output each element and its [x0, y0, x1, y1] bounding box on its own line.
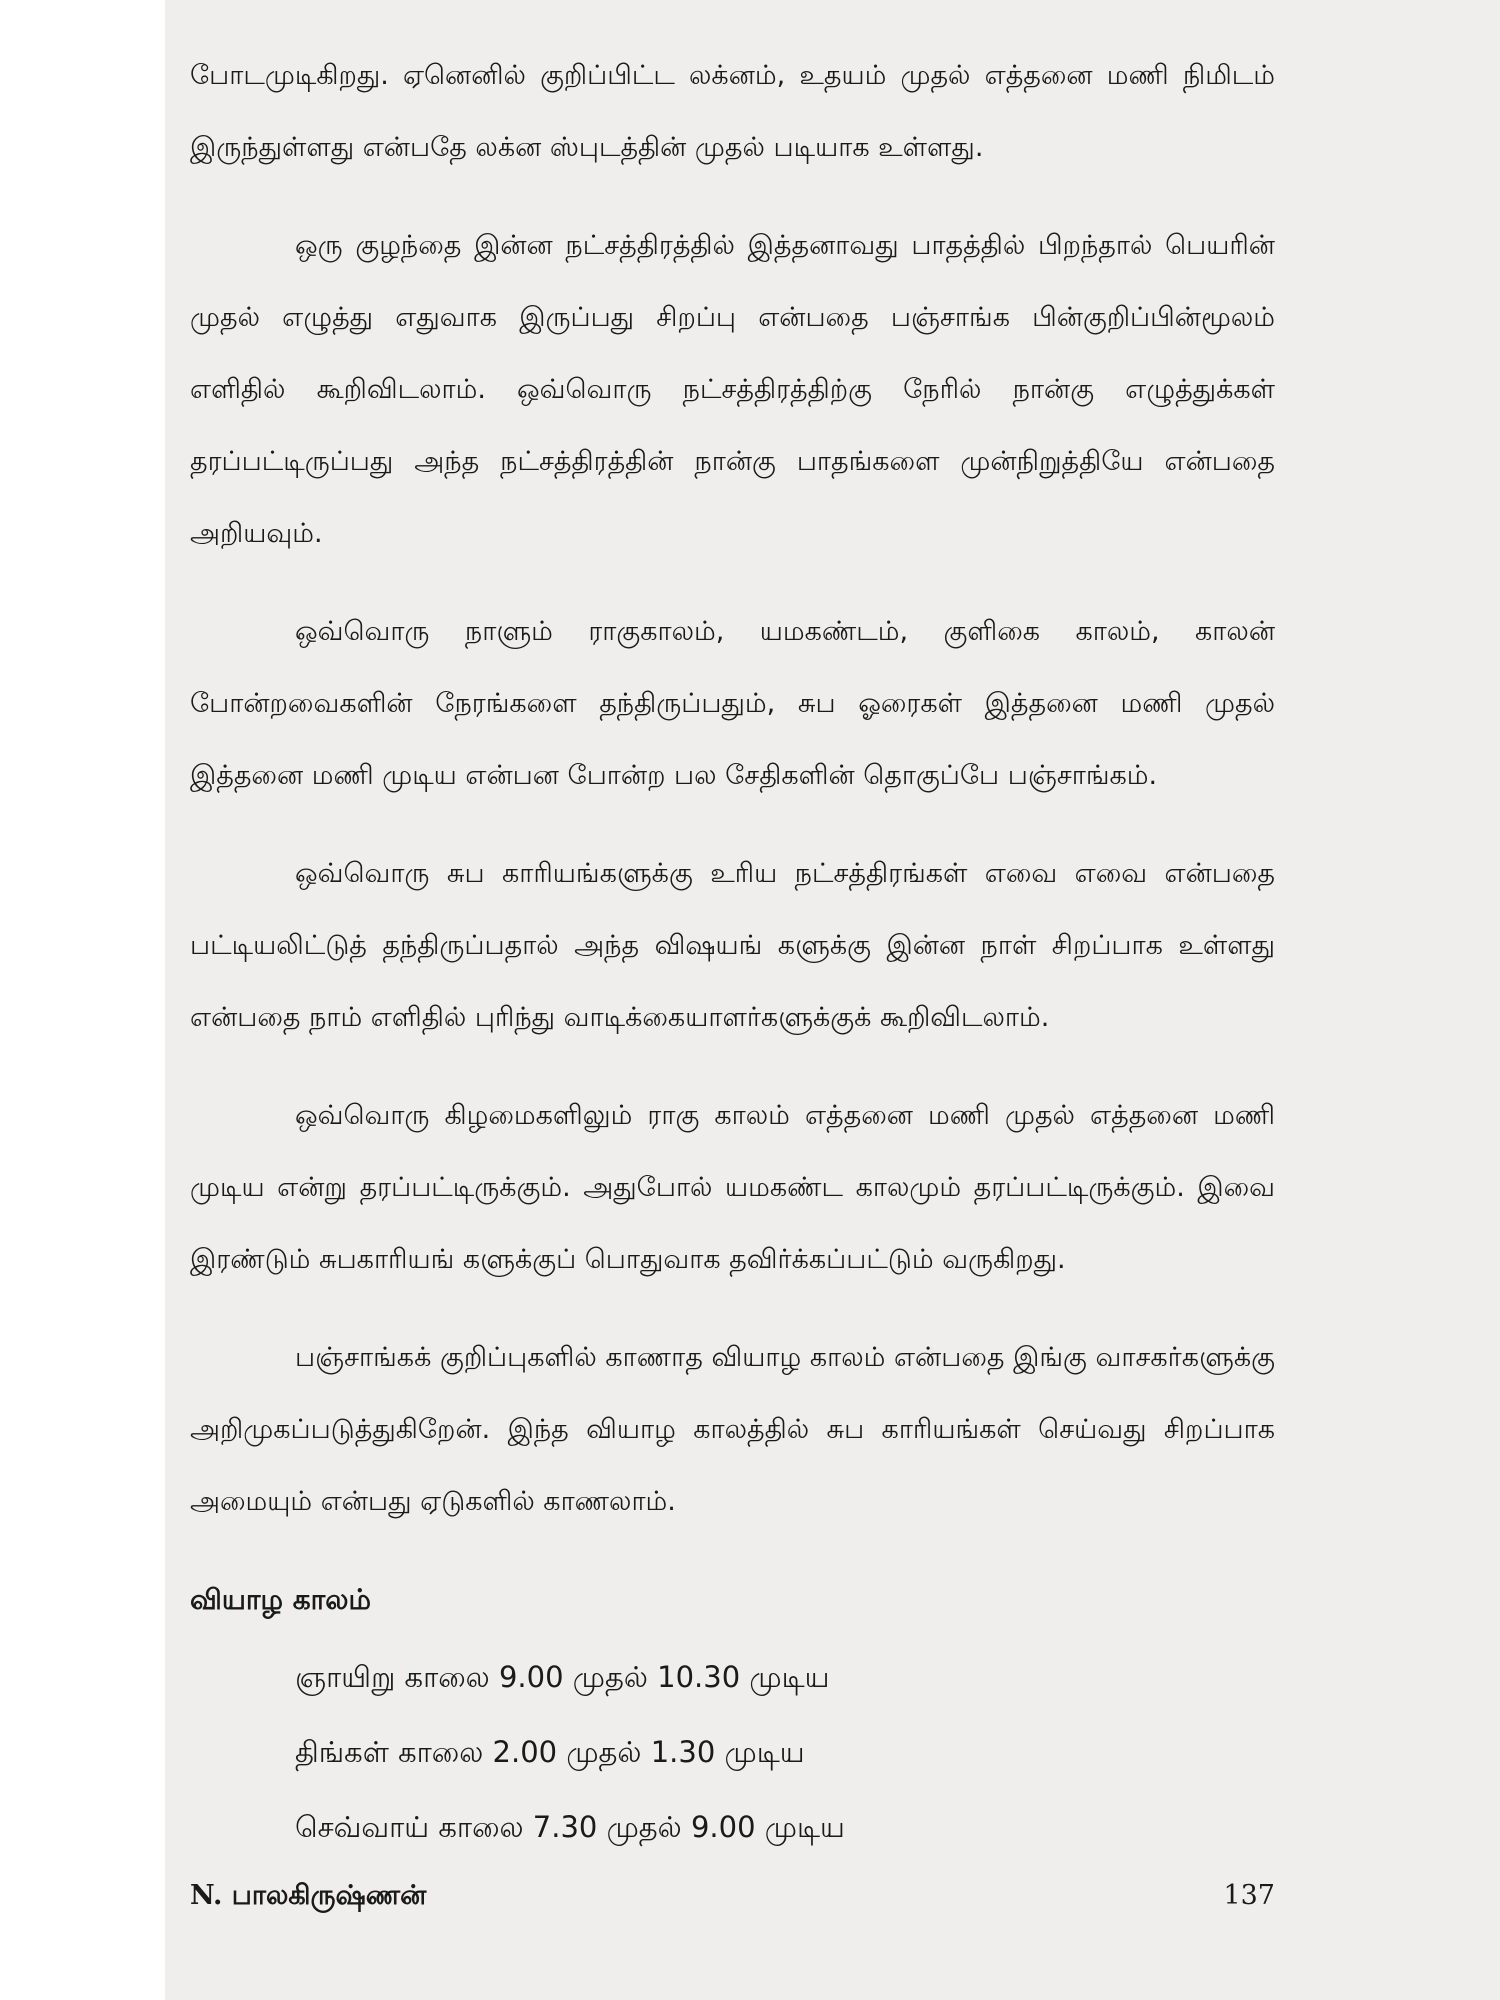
schedule-item-sunday: ஞாயிறு காலை 9.00 முதல் 10.30 முடிய	[295, 1660, 830, 1694]
paragraph-6: பஞ்சாங்கக் குறிப்புகளில் காணாத வியாழ காலம் என்பதை இங்கு வாசகர்களுக்கு அறிமுகப்படுத்துகிறேன். இந்த வியாழ காலத்தில் சுப காரியங்கள் செய்வது சிறப்பாக அமையும் என்பது ஏடுகளில் காணலாம்.	[190, 1342, 1275, 1517]
paragraph-5: ஒவ்வொரு கிழமைகளிலும் ராகு காலம் எத்தனை மணி முதல் எத்தனை மணி முடிய என்று தரப்பட்டிருக்கும். அதுபோல் யமகண்ட காலமும் தரப்பட்டிருக்கும். இவை இரண்டும் சுபகாரியங் களுக்குப் பொதுவாக தவிர்க்கப்பட்டும் வருகிறது.	[190, 1100, 1275, 1275]
schedule-item-tuesday: செவ்வாய் காலை 7.30 முதல் 9.00 முடிய	[295, 1810, 845, 1844]
schedule-list	[190, 1640, 1275, 1865]
paragraph-4: ஒவ்வொரு சுப காரியங்களுக்கு உரிய நட்சத்திரங்கள் எவை எவை என்பதை பட்டியலிட்டுத் தந்திருப்பதால் அந்த விஷயங் களுக்கு இன்ன நாள் சிறப்பாக உள்ளது என்பதை நாம் எளிதில் புரிந்து வாடிக்கையாளர்களுக்குக் கூறிவிடலாம்.	[190, 858, 1275, 1033]
page-margin	[0, 0, 165, 2000]
paragraph-2: ஒரு குழந்தை இன்ன நட்சத்திரத்தில் இத்தனாவது பாதத்தில் பிறந்தால் பெயரின் முதல் எழுத்து எதுவாக இருப்பது சிறப்பு என்பதை பஞ்சாங்க பின்குறிப்பின்மூலம் எளிதில் கூறிவிடலாம். ஒவ்வொரு நட்சத்திரத்திற்கு நேரில் நான்கு எழுத்துக்கள் தரப்பட்டிருப்பது அந்த நட்சத்திரத்தின் நான்கு பாதங்களை முன்நிறுத்தியே என்பதை அறியவும்.	[190, 230, 1275, 549]
section-heading: வியாழ காலம்	[190, 1583, 372, 1616]
page-footer	[190, 1880, 1275, 1928]
page-body	[190, 40, 1275, 1865]
paragraph-1: போடமுடிகிறது. ஏனெனில் குறிப்பிட்ட லக்னம், உதயம் முதல் எத்தனை மணி நிமிடம் இருந்துள்ளது என்பதே லக்ன ஸ்புடத்தின் முதல் படியாக உள்ளது.	[190, 60, 1275, 163]
schedule-item-monday: திங்கள் காலை 2.00 முதல் 1.30 முடிய	[295, 1735, 805, 1769]
page-number: 137	[1223, 1880, 1275, 1911]
paragraph-3: ஒவ்வொரு நாளும் ராகுகாலம், யமகண்டம், குளிகை காலம், காலன் போன்றவைகளின் நேரங்களை தந்திருப்பதும், சுப ஓரைகள் இத்தனை மணி முதல் இத்தனை மணி முடிய என்பன போன்ற பல சேதிகளின் தொகுப்பே பஞ்சாங்கம்.	[190, 616, 1275, 791]
author-name: N. பாலகிருஷ்ணன்	[190, 1880, 427, 1911]
